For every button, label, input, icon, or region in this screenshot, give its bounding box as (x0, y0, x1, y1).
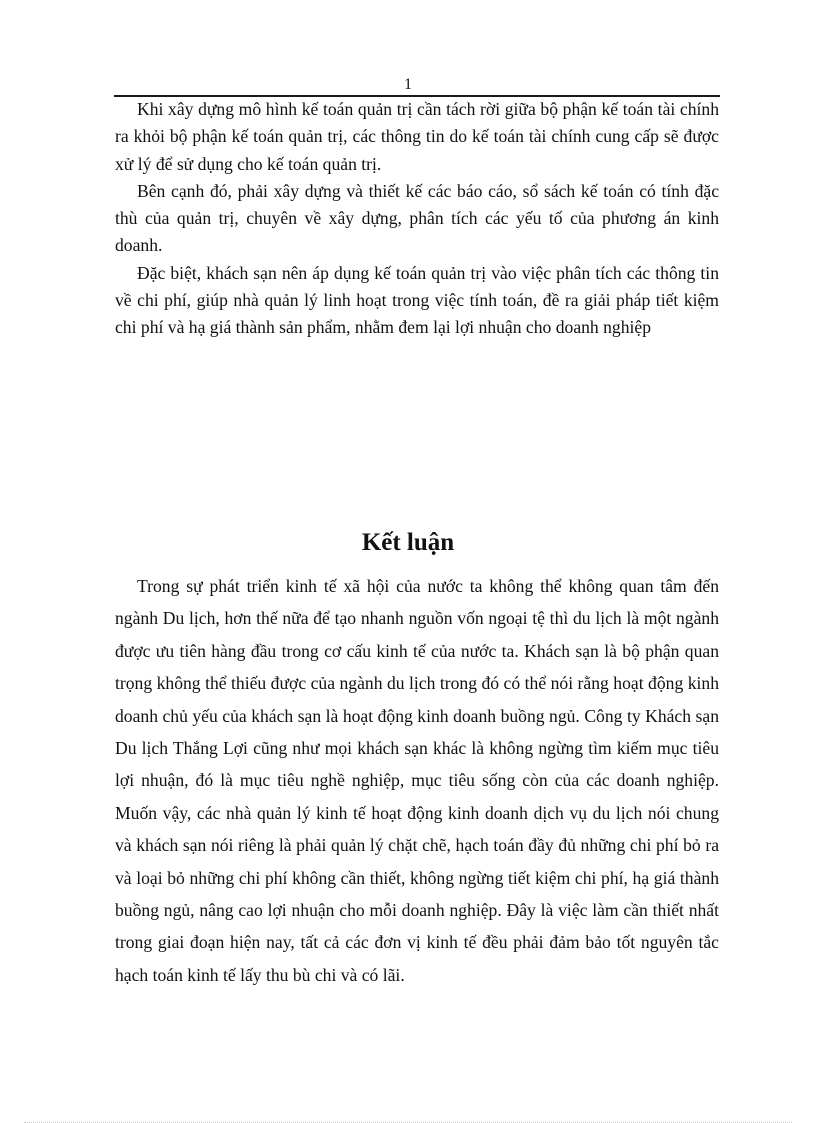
conclusion-heading: Kết luận (361, 529, 455, 556)
paragraph-reports-design: Bên cạnh đó, phải xây dựng và thiết kế các báo cáo, sổ sách kế toán có tính đặc thù của quản trị, chuyên về xây dựng, phân tích các yếu tố của phương án kinh doanh. (115, 180, 719, 256)
conclusion-section (115, 570, 719, 991)
paragraph-accounting-model: Khi xây dựng mô hình kế toán quản trị cần tách rời giữa bộ phận kế toán tài chính ra khỏi bộ phận kế toán quản trị, các thông tin do kế toán tài chính cung cấp sẽ được xử lý để sử dụng cho kế toán quản trị. (115, 99, 719, 174)
body-section-top (115, 96, 719, 342)
page-number: 1 (404, 76, 412, 93)
conclusion-paragraph: Trong sự phát triển kinh tế xã hội của nước ta không thể không quan tâm đến ngành Du lịch, hơn thế nữa để tạo nhanh nguồn vốn ngoại tệ thì du lịch là một ngành được ưu tiên hàng đầu trong cơ cấu kinh tế của nước ta. Khách sạn là bộ phận quan trọng không thể thiếu được của ngành du lịch trong đó có thể nói rằng hoạt động kinh doanh chủ yếu của khách sạn là hoạt động kinh doanh buồng ngủ. Công ty Khách sạn Du lịch Thắng Lợi cũng như mọi khách sạn khác là không ngừng tìm kiếm mục tiêu lợi nhuận, đó là mục tiêu nghề nghiệp, mục tiêu sống còn của các doanh nghiệp. Muốn vậy, các nhà quản lý kinh tế hoạt động kinh doanh dịch vụ du lịch nói chung và khách sạn nói riêng là phải quản lý chặt chẽ, hạch toán đầy đủ những chi phí bỏ ra và loại bỏ những chi phí không cần thiết, không ngừng tiết kiệm chi phí, hạ giá thành buồng ngủ, nâng cao lợi nhuận cho mỗi doanh nghiệp. Đây là việc làm cần thiết nhất trong giai đoạn hiện nay, tất cả các đơn vị kinh tế đều phải đảm bảo tốt nguyên tắc hạch toán kinh tế lấy thu bù chi và có lãi. (115, 576, 719, 985)
paragraph-cost-analysis: Đặc biệt, khách sạn nên áp dụng kế toán quản trị vào việc phân tích các thông tin về chi phí, giúp nhà quản lý linh hoạt trong việc tính toán, đề ra giải pháp tiết kiệm chi phí và hạ giá thành sản phẩm, nhằm đem lại lợi nhuận cho doanh nghiệp (115, 262, 719, 338)
